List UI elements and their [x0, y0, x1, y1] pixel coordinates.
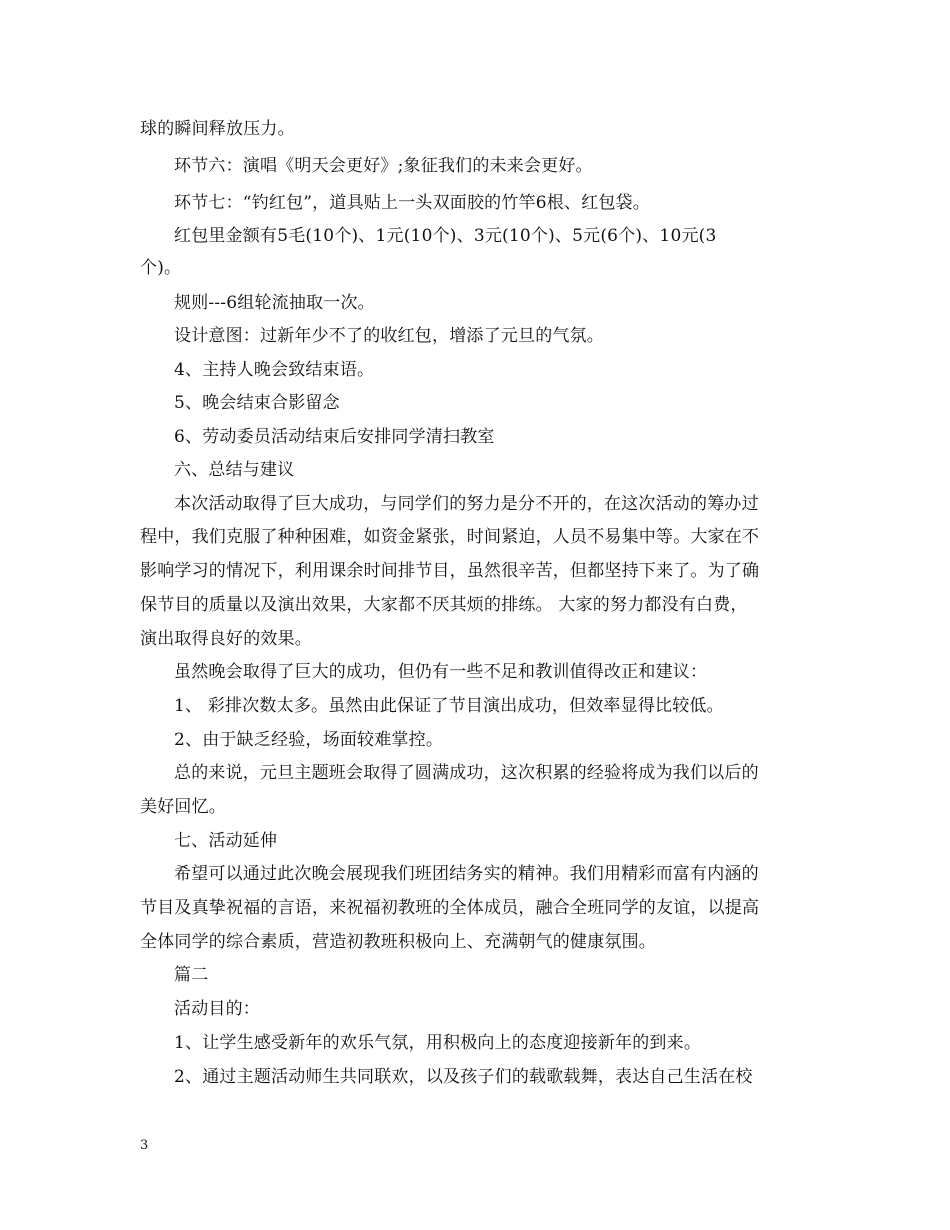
text-line: 5、晚会结束合影留念: [174, 393, 340, 413]
text-line: 全体同学的综合素质，营造初教班积极向上、充满朝气的健康氛围。: [140, 932, 656, 952]
text-line: 1、 彩排次数太多。虽然由此保证了节目演出成功，但效率显得比较低。: [174, 696, 724, 716]
text-line: 红包里金额有5毛(10个)、1元(10个)、3元(10个)、5元(6个)、10元(3: [174, 226, 717, 246]
text-line: 6、劳动委员活动结束后安排同学清扫教室: [174, 427, 495, 447]
text-line: 2、通过主题活动师生共同联欢，以及孩子们的载歌载舞，表达自己生活在校: [174, 1067, 753, 1087]
text-line: 环节六：演唱《明天会更好》;象征我们的未来会更好。: [174, 156, 593, 176]
section-heading: 六、总结与建议: [174, 460, 295, 480]
text-line: 影响学习的情况下，利用课余时间排节目，虽然很辛苦，但都坚持下来了。为了确: [140, 561, 760, 581]
text-line: 设计意图：过新年少不了的收红包，增添了元旦的气氛。: [174, 326, 604, 346]
text-line: 美好回忆。: [140, 797, 226, 817]
text-line: 环节七：“钓红包”，道具贴上一头双面胶的竹竿6根、红包袋。: [174, 193, 650, 213]
text-line: 1、让学生感受新年的欢乐气氛，用积极向上的态度迎接新年的到来。: [174, 1033, 702, 1053]
text-line: 程中，我们克服了种种困难，如资金紧张，时间紧迫，人员不易集中等。大家在不: [140, 527, 760, 547]
text-line: 保节目的质量以及演出效果，大家都不厌其烦的排练。 大家的努力都没有白费，: [140, 595, 748, 615]
section-heading: 七、活动延伸: [174, 831, 278, 851]
text-line: 球的瞬间释放压力。: [140, 119, 295, 139]
text-line: 4、主持人晚会致结束语。: [174, 360, 375, 380]
text-line: 2、由于缺乏经验，场面较难掌控。: [174, 730, 444, 750]
text-line: 规则---6组轮流抽取一次。: [174, 293, 375, 313]
page-number: 3: [140, 1138, 149, 1153]
text-line: 个)。: [140, 258, 182, 278]
text-line: 本次活动取得了巨大成功，与同学们的努力是分不开的，在这次活动的筹办过: [174, 494, 759, 514]
text-line: 总的来说，元旦主题班会取得了圆满成功，这次积累的经验将成为我们以后的: [174, 763, 759, 783]
text-line: 活动目的：: [174, 999, 260, 1019]
section-heading: 篇二: [174, 965, 209, 985]
text-line: 节目及真挚祝福的言语，来祝福初教班的全体成员，融合全班同学的友谊，以提高: [140, 898, 760, 918]
text-line: 虽然晚会取得了巨大的成功，但仍有一些不足和教训值得改正和建议：: [174, 662, 708, 682]
text-line: 希望可以通过此次晚会展现我们班团结务实的精神。我们用精彩而富有内涵的: [174, 864, 759, 884]
text-line: 演出取得良好的效果。: [140, 629, 312, 649]
